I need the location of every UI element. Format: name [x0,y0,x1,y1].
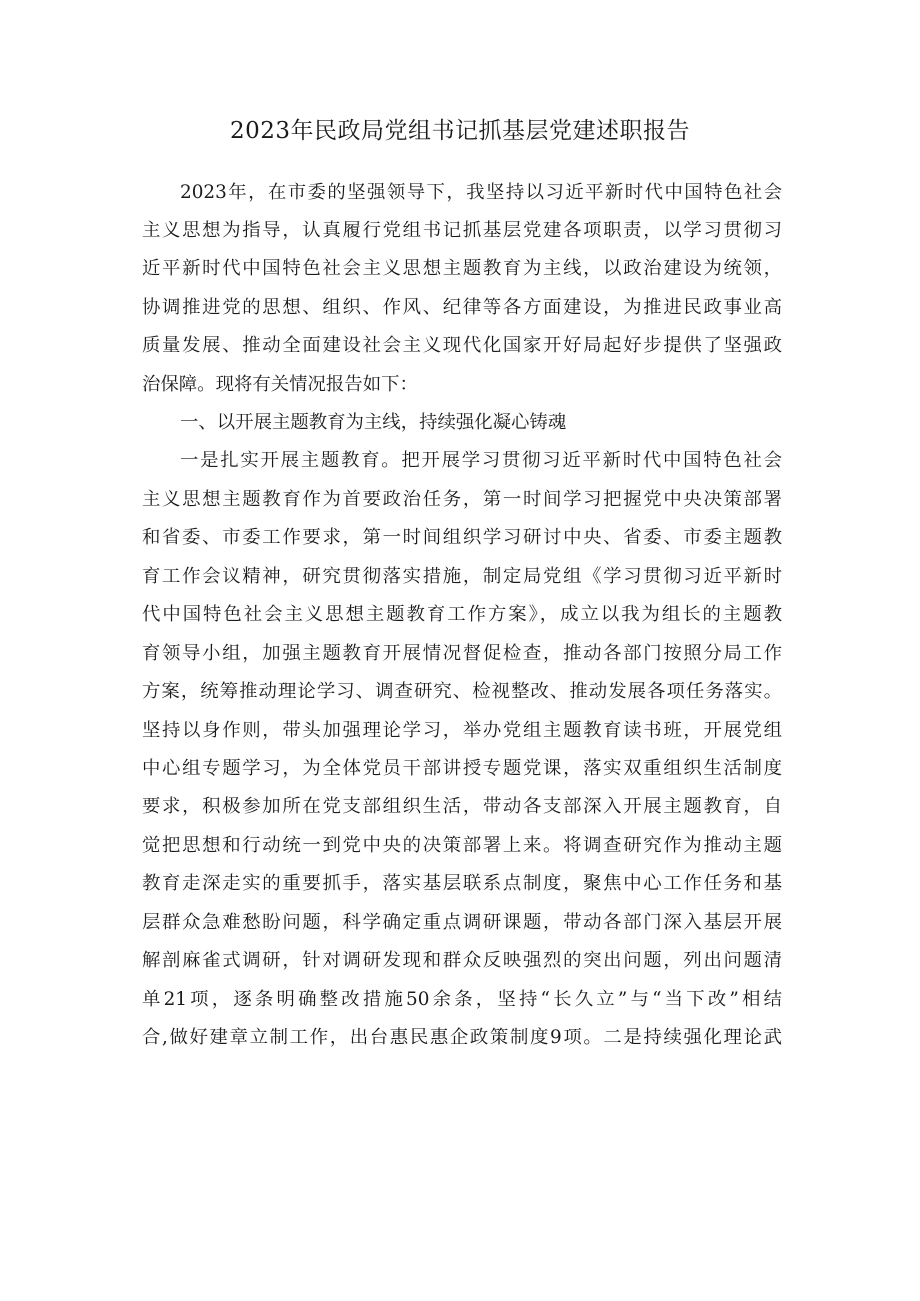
paragraph-line: 主义思想为指导，认真履行党组书记抓基层党建各项职责，以学习贯彻习 [142,220,782,241]
paragraph-line: 育工作会议精神，研究贯彻落实措施，制定局党组《学习贯彻习近平新时 [142,566,782,587]
paragraph-line: 觉把思想和行动统一到党中央的决策部署上来。将调查研究作为推动主题 [142,835,782,856]
paragraph-line: 代中国特色社会主义思想主题教育工作方案》，成立以我为组长的主题教 [142,604,782,625]
paragraph-line: 近平新时代中国特色社会主义思想主题教育为主线，以政治建设为统领， [142,258,782,279]
paragraph-line: 方案，统筹推动理论学习、调查研究、检视整改、推动发展各项任务落实。 [142,681,782,702]
paragraph-line: 单21项，逐条明确整改措施50余条，坚持“长久立”与“当下改”相结 [142,989,782,1010]
section-heading: 一、以开展主题教育为主线，持续强化凝心铸魂 [180,412,567,433]
paragraph-line: 要求，积极参加所在党支部组织生活，带动各支部深入开展主题教育，自 [142,796,782,817]
paragraph-line: 2023年，在市委的坚强领导下，我坚持以习近平新时代中国特色社会 [180,182,782,203]
paragraph-line: 坚持以身作则，带头加强理论学习，举办党组主题教育读书班，开展党组 [142,720,782,741]
document-title: 2023年民政局党组书记抓基层党建述职报告 [229,118,691,144]
paragraph-line: 解剖麻雀式调研，针对调研发现和群众反映强烈的突出问题，列出问题清 [142,950,782,971]
paragraph-line: 育领导小组，加强主题教育开展情况督促检查，推动各部门按照分局工作 [142,643,782,664]
paragraph-line: 主义思想主题教育作为首要政治任务，第一时间学习把握党中央决策部署 [142,489,782,510]
paragraph-line: 合,做好建章立制工作，出台惠民惠企政策制度9项。二是持续强化理论武 [142,1027,782,1048]
paragraph-line: 层群众急难愁盼问题，科学确定重点调研课题，带动各部门深入基层开展 [142,912,782,933]
paragraph-line: 质量发展、推动全面建设社会主义现代化国家开好局起好步提供了坚强政 [142,335,782,356]
paragraph-line: 一是扎实开展主题教育。把开展学习贯彻习近平新时代中国特色社会 [180,450,782,471]
paragraph-line: 治保障。现将有关情况报告如下： [142,374,418,395]
paragraph-line: 教育走深走实的重要抓手，落实基层联系点制度，聚焦中心工作任务和基 [142,873,782,894]
paragraph-line: 协调推进党的思想、组织、作风、纪律等各方面建设，为推进民政事业高 [142,297,782,318]
paragraph-line: 中心组专题学习，为全体党员干部讲授专题党课，落实双重组织生活制度 [142,758,782,779]
paragraph-line: 和省委、市委工作要求，第一时间组织学习研讨中央、省委、市委主题教 [142,527,782,548]
